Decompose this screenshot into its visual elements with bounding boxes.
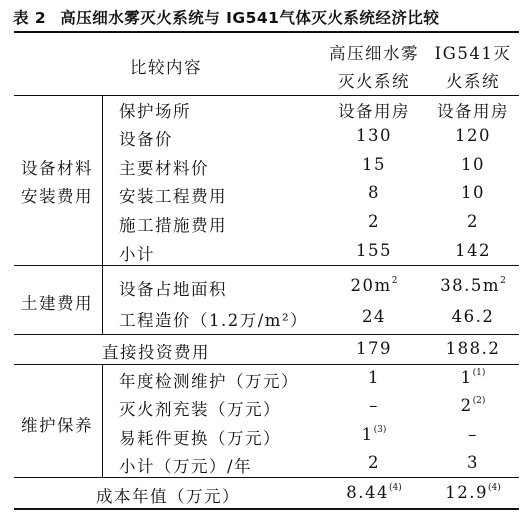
row-ig541-value: 188.2	[445, 339, 501, 358]
row-ig541-value	[428, 276, 518, 295]
row-mist-superscript: 2	[391, 276, 398, 286]
header-compare-content: 比较内容	[130, 58, 202, 77]
header-ig541-line2: 火系统	[446, 72, 500, 91]
row-mist-value	[320, 276, 428, 295]
row-ig541-superscript: (1)	[472, 368, 486, 378]
row-ig541-number: 1	[460, 368, 473, 387]
header-ig541-line1: IG541灭	[434, 44, 512, 63]
row-mist-number: 1	[361, 425, 374, 444]
row-mist-number: 20m	[350, 276, 392, 295]
header-mist-line2: 灭火系统	[338, 72, 410, 91]
row-item: 施工措施费用	[119, 216, 227, 235]
table-number: 表 2	[13, 9, 47, 27]
table-title	[13, 6, 439, 28]
group-divider-1	[102, 96, 103, 265]
row-ig541-superscript: 2	[500, 276, 506, 286]
row-mist-value: 设备用房	[338, 102, 410, 121]
row-ig541-superscript: (4)	[488, 483, 501, 493]
row-mist-value	[320, 425, 428, 444]
row-item: 直接投资费用	[102, 343, 210, 362]
row-mist-value: 24	[362, 307, 386, 326]
row-item: 成本年值（万元）	[96, 487, 240, 506]
row-ig541-value: 3	[467, 453, 479, 472]
group-divider-2	[102, 266, 103, 334]
group-equipment-line2: 安装费用	[21, 187, 93, 206]
table-caption: 高压细水雾灭火系统与 IG541气体灭火系统经济比较	[60, 9, 440, 27]
row-ig541-value	[428, 396, 518, 415]
row-ig541-value: –	[468, 425, 478, 444]
row-ig541-number: 38.5m	[440, 276, 501, 295]
row-ig541-value	[428, 483, 518, 502]
header-mist-line1: 高压细水雾	[329, 44, 419, 63]
row-mist-value: 2	[368, 453, 380, 472]
group-divider-3	[102, 365, 103, 477]
row-item: 易耗件更换（万元）	[119, 429, 281, 448]
group-equipment-line1: 设备材料	[21, 159, 93, 178]
section-rule-2	[14, 334, 519, 335]
row-mist-value: 130	[356, 126, 392, 145]
row-ig541-value: 2	[467, 212, 479, 231]
row-ig541-value: 10	[461, 155, 485, 174]
row-ig541-value	[428, 368, 518, 387]
row-mist-value: 155	[356, 241, 392, 260]
row-item: 安装工程费用	[119, 187, 227, 206]
row-mist-value: 1	[368, 368, 380, 387]
row-mist-value	[320, 483, 428, 502]
section-rule-3	[14, 364, 519, 365]
row-ig541-number: 2	[460, 396, 473, 415]
row-item: 小计（万元）/年	[119, 457, 253, 476]
row-item: 工程造价（1.2万/m²）	[119, 311, 309, 330]
row-mist-superscript: (3)	[373, 425, 387, 435]
row-mist-number: 8.44	[346, 483, 389, 502]
row-ig541-number: 12.9	[445, 483, 488, 502]
row-item: 小计	[119, 245, 155, 264]
row-item: 保护场所	[119, 102, 191, 121]
row-item: 设备价	[119, 130, 173, 149]
row-ig541-value: 设备用房	[437, 102, 509, 121]
row-item: 年度检测维护（万元）	[119, 372, 299, 391]
bottom-rule	[14, 508, 519, 510]
row-ig541-value: 10	[461, 183, 485, 202]
row-ig541-superscript: (2)	[472, 396, 486, 406]
row-mist-value: 8	[368, 183, 380, 202]
row-ig541-value: 142	[455, 241, 491, 260]
row-mist-value: 179	[356, 339, 392, 358]
row-item: 设备占地面积	[119, 280, 227, 299]
row-mist-superscript: (4)	[389, 483, 402, 493]
top-rule	[14, 31, 519, 33]
row-mist-value: –	[369, 396, 379, 415]
header-rule	[14, 95, 519, 96]
section-rule-1	[14, 265, 519, 266]
row-ig541-value: 120	[455, 126, 491, 145]
row-item: 灭火剂充装（万元）	[119, 400, 281, 419]
group-maintenance: 维护保养	[21, 416, 93, 435]
row-item: 主要材料价	[119, 159, 209, 178]
row-ig541-value: 46.2	[451, 307, 495, 326]
section-rule-4	[14, 477, 519, 478]
row-mist-value: 15	[362, 155, 386, 174]
row-mist-value: 2	[368, 212, 380, 231]
group-civil: 土建费用	[21, 294, 93, 313]
